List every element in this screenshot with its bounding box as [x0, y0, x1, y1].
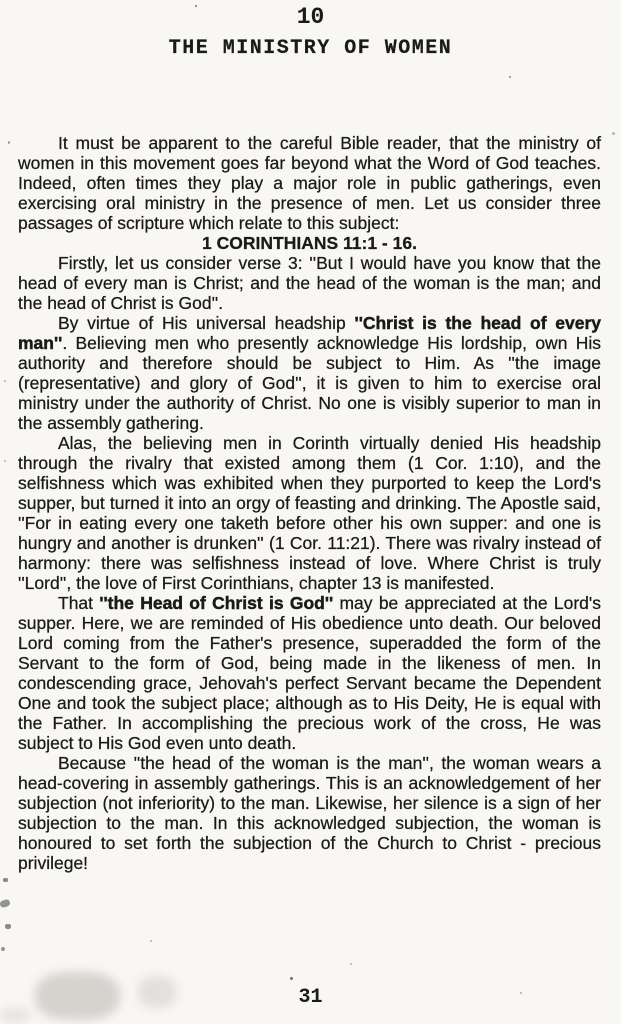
paragraph-head-of-christ [18, 593, 601, 753]
chapter-number: 10 [296, 4, 325, 30]
paragraph-text: By virtue of His universal headship [58, 313, 355, 333]
bold-phrase-head-of-christ-is-god: ''the Head of Christ is God'' [99, 593, 334, 613]
paragraph-verse3: Firstly, let us consider verse 3: ''But I would have you know that the head of every man is Christ; and the head of the woman is the man; and the head of Christ is God''. [18, 253, 601, 313]
paragraph-text: may be appreciated at the Lord's supper. Here, we are reminded of His obedience unto death. Our beloved Lord coming from the Father's presence, superadded the form of the Servant to the form of God, being made in the likeness of men. In condescending grace, Jehovah's perfect Servant became the Dependent One and took the subject place; although as to His Deity, He is equal with the Father. In accomplishing the precious work of the cross, He was subject to His God even unto death. [18, 593, 601, 753]
paragraph-head-covering: Because ''the head of the woman is the man'', the woman wears a head-covering in assembly gatherings. This is an acknowledgement of her subjection (not inferiority) to the man. Likewise, her silence is a sign of her subjection to the man. In this acknowledged subjection, the woman is honoured to set forth the subjection of the Church to Christ - precious privilege! [18, 753, 601, 873]
scan-speckle [4, 380, 6, 382]
scan-smudge [138, 976, 176, 1008]
paragraph-text: . Believing men who presently acknowledge His lordship, own His authority and therefore should be subject to Him. As ''the image (representative) and glory of God'', it is given to him to exercise oral ministry under the authority of Christ. No one is visibly superior to man in the assembly gathering. [18, 333, 601, 433]
scan-speckle [3, 878, 8, 882]
page-title: THE MINISTRY OF WOMEN [168, 37, 453, 60]
bold-phrase-christ-head-of-every-man: ''Christ is the head of every man'' [18, 313, 601, 353]
scan-speckle [520, 992, 522, 994]
scan-speckle [195, 5, 197, 7]
scan-speckle [1, 947, 5, 951]
paragraph-headship [18, 313, 601, 433]
scan-speckle [290, 977, 293, 980]
scan-speckle [8, 141, 10, 144]
document-body [18, 133, 601, 873]
scripture-heading: 1 CORINTHIANS 11:1 - 16. [202, 233, 417, 253]
paragraph-corinth: Alas, the believing men in Corinth virtually denied His headship through the rivalry that existed among them (1 Cor. 1:10), and the selfishness which was exhibited when they purported to keep the Lord's supper, but turned it into an orgy of feasting and drinking. The Apostle said, ''For in eating every one taketh before other his own supper: and one is hungry and another is drunken'' (1 Cor. 11:21). There was rivalry instead of harmony: there was selfishness instead of love. Where Christ is truly ''Lord'', the love of First Corinthians, chapter 13 is manifested. [18, 433, 601, 593]
scan-speckle [509, 76, 511, 78]
scan-speckle [150, 940, 152, 942]
scan-speckle [0, 899, 11, 909]
scan-smudge [0, 1008, 30, 1022]
page-number: 31 [298, 986, 323, 1009]
scan-speckle [612, 132, 615, 135]
scan-speckle [5, 924, 11, 929]
paragraph-text: That [58, 593, 100, 613]
paragraph-intro: It must be apparent to the careful Bible reader, that the ministry of women in this movement goes far beyond what the Word of God teaches. Indeed, often times they play a major role in public gatherings, even exercising oral ministry in the presence of men. Let us consider three passages of scripture which relate to this subject: [18, 133, 601, 233]
scan-smudge [35, 972, 120, 1020]
scan-speckle [350, 963, 352, 965]
scan-speckle [4, 460, 6, 462]
